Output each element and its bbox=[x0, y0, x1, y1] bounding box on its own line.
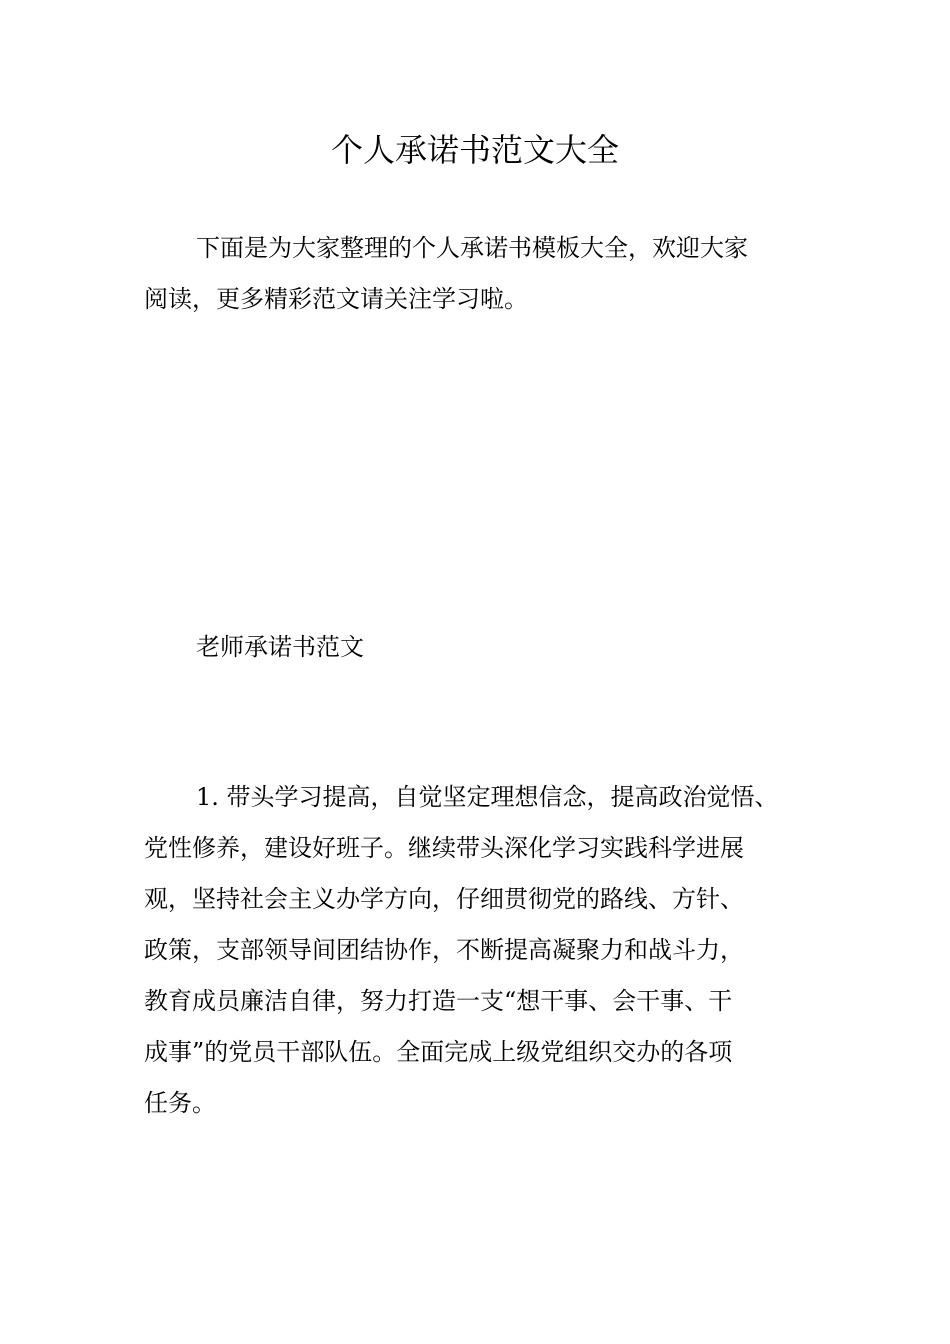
item-paragraph-1 bbox=[144, 772, 824, 1129]
page-title: 个人承诺书范文大全 bbox=[330, 131, 619, 169]
item-line: 党性修养，建设好班子。继续带头深化学习实践科学进展 bbox=[144, 834, 744, 862]
item-line: 政策，支部领导间团结协作，不断提高凝聚力和战斗力， bbox=[144, 936, 744, 964]
item-line: 1. 带头学习提高，自觉坚定理想信念，提高政治觉悟、 bbox=[196, 783, 779, 811]
intro-line: 阅读，更多精彩范文请关注学习啦。 bbox=[144, 285, 528, 313]
item-line: 教育成员廉洁自律，努力打造一支“想干事、会干事、干 bbox=[144, 987, 733, 1015]
item-line: 任务。 bbox=[144, 1089, 216, 1117]
item-line: 成事”的党员干部队伍。全面完成上级党组织交办的各项 bbox=[144, 1038, 733, 1066]
intro-paragraph bbox=[144, 223, 824, 325]
section-heading bbox=[144, 622, 824, 673]
section-heading-text: 老师承诺书范文 bbox=[196, 633, 364, 661]
intro-line: 下面是为大家整理的个人承诺书模板大全，欢迎大家 bbox=[196, 234, 748, 262]
item-line: 观，坚持社会主义办学方向，仔细贯彻党的路线、方针、 bbox=[144, 885, 744, 913]
